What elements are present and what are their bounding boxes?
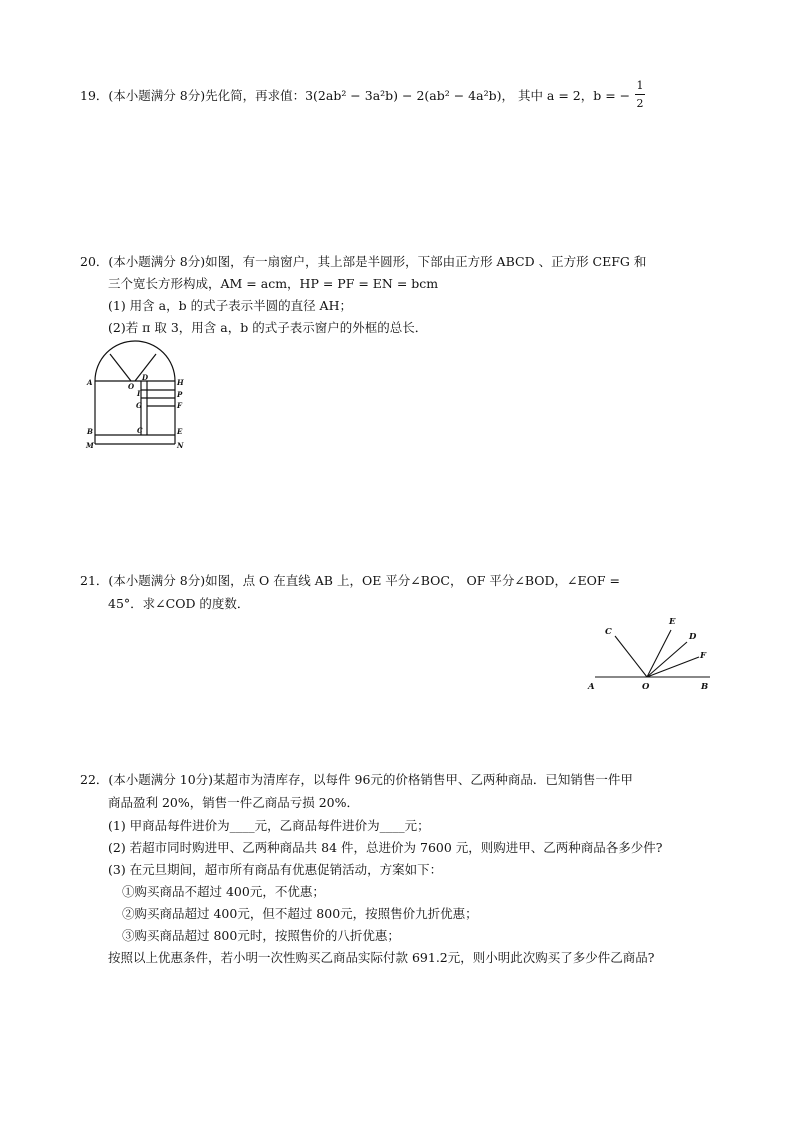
q22-text-line9: 按照以上优惠条件，若小明一次性购买乙商品实际付款 691.2元，则小明此次购买了多少件乙商品? — [108, 950, 655, 965]
label-B: B — [87, 427, 93, 436]
q22-text-line1: 22．(本小题满分 10分)某超市为清库存，以每件 96元的价格销售甲、乙两种商品．已知销售一件甲 — [80, 772, 633, 787]
label-G: G — [136, 401, 142, 410]
label-M: M — [86, 441, 94, 450]
q20-text-line2: 三个宽长方形构成，AM = acm，HP = PF = EN = bcm — [108, 276, 439, 291]
ray-OE — [647, 630, 671, 677]
q22-text-line3: (1) 甲商品每件进价为____元，乙商品每件进价为____元； — [108, 818, 430, 833]
q22-text-line4: (2) 若超市同时购进甲、乙两种商品共 84 件，总进价为 7600 元，则购进甲、乙两种商品各多少件? — [108, 840, 663, 855]
label-I: I — [137, 389, 141, 398]
semicircle-arc — [95, 341, 175, 381]
label-E: E — [177, 427, 183, 436]
label-H: H — [177, 378, 184, 387]
q22-text-line5: (3) 在元旦期间，超市所有商品有优惠促销活动，方案如下： — [108, 862, 443, 877]
q20-window-figure — [82, 340, 192, 452]
q21-text-line2: 45°．求∠COD 的度数． — [108, 596, 250, 611]
q19-fraction-numerator: 1 — [636, 79, 644, 92]
q21-angle-figure — [585, 614, 725, 694]
label-C: C — [137, 426, 143, 435]
label-O: O — [128, 382, 135, 391]
label-F: F — [177, 401, 182, 410]
q20-text-line1: 20．(本小题满分 8分)如图，有一扇窗户，其上部是半圆形，下部由正方形 ABCD 、正方形 CEFG 和 — [80, 254, 647, 269]
label-B: B — [701, 682, 709, 692]
q22-option-1: ①购买商品不超过 400元，不优惠； — [122, 884, 325, 899]
label-O: O — [642, 682, 650, 692]
q19-fraction-bar — [635, 94, 645, 95]
q20-text-line4: (2)若 π 取 3，用含 a，b 的式子表示窗户的外框的总长． — [108, 320, 428, 335]
ray-OD — [647, 642, 687, 677]
q19-fraction-denominator: 2 — [636, 97, 644, 110]
label-E: E — [669, 617, 676, 627]
label-D: D — [142, 373, 149, 382]
q22-option-3: ③购买商品超过 800元时，按照售价的八折优惠； — [122, 928, 400, 943]
line-left-ray — [110, 354, 131, 381]
label-C: C — [605, 627, 612, 637]
q20-text-line3: (1) 用含 a，b 的式子表示半圆的直径 AH； — [108, 298, 352, 313]
q22-text-line2: 商品盈利 20%，销售一件乙商品亏损 20%． — [108, 795, 360, 810]
ray-OC — [615, 636, 647, 677]
label-A: A — [87, 378, 93, 387]
label-N: N — [177, 441, 184, 450]
q21-text-line1: 21．(本小题满分 8分)如图，点 O 在直线 AB 上，OE 平分∠BOC， OF 平分∠BOD，∠EOF = — [80, 573, 620, 588]
q19-text: 19．(本小题满分 8分)先化简，再求值：3(2ab² − 3a²b) − 2(ab² − 4a²b)， 其中 a = 2，b = − — [80, 88, 631, 103]
ray-OF — [647, 657, 699, 677]
label-F: F — [700, 651, 707, 661]
label-A: A — [588, 682, 595, 692]
label-P: P — [177, 390, 183, 399]
label-D: D — [689, 632, 697, 642]
q22-option-2: ②购买商品超过 400元，但不超过 800元，按照售价九折优惠； — [122, 906, 478, 921]
